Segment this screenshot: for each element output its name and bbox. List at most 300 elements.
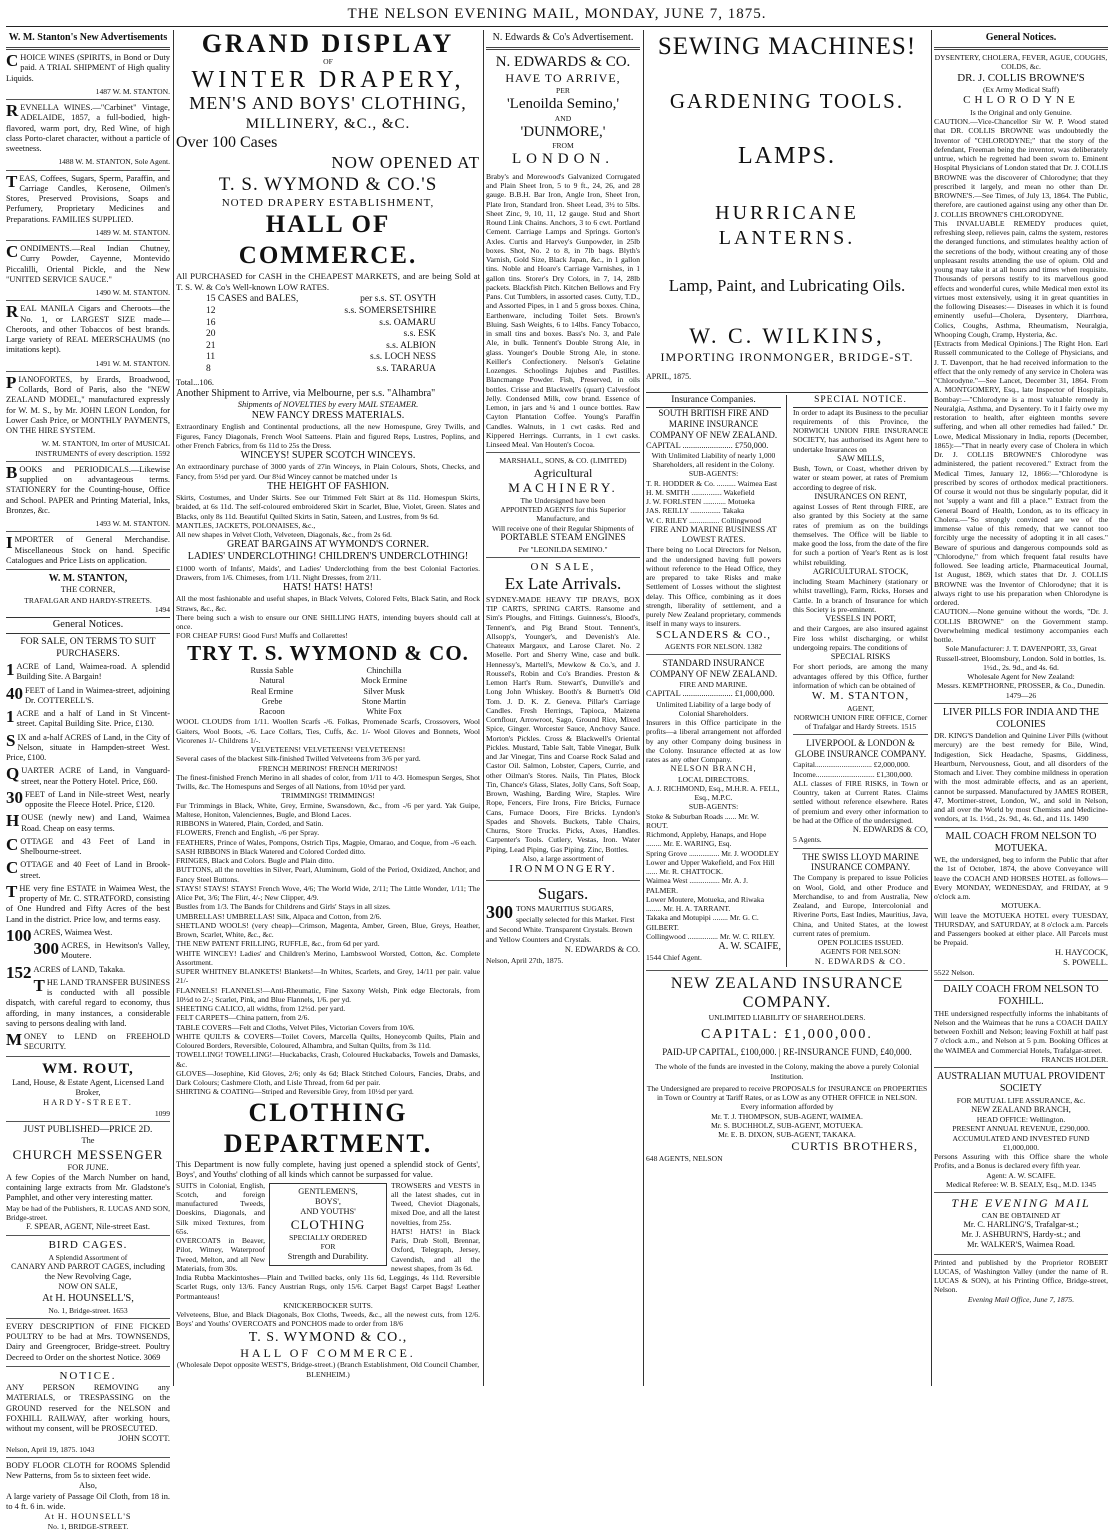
column-header: N. Edwards & Co's Advertisement.: [492, 32, 634, 43]
local-directors: LOCAL DIRECTORS.: [678, 774, 749, 784]
body-heading: HATS! HATS! HATS!: [282, 582, 373, 594]
fur-item: Chinchilla: [366, 666, 402, 676]
goods-list-2: SYDNEY-MADE HEAVY TIP DRAYS, BOX TIP CARTS, SPRING CARTS. Ransome and Sim's Ploughs, and Fittings. Guinness's, Blood's, Tennent's, and Pig Brand Stout. Tennent's, Allsopp's, Younger's, and Devenish's Ale. Chateaux Margaux, and Larose Claret. No. 2 Moselle. Port and Sherry Wine, case and bulk. Hennessy's, Martell's, Mewkow & Co.'s, and J. Roussel's, Robin and Co's Brandies. Preston & Lemon Hart's Rum. Stewart's, Dunville's and Long John Whiskey. Booth's & Burnett's Old Tom. J. D. K. Z. Geneva. Pillar's Carriage Candles. Fresh Herrings, Tapioca, Maizena Cornflour, Arrowroot, Sago, Ground Rice, Mixed Spice, Ginger. Worcester Sauce, Anchovy Sauce. Morton's Pickles. Cross & Blackwell's Oriental Pickles. Mustard, Table Salt, Table Vinegar, Bulk and Jar Vinegar, Tins and Coarse Rock Salad and Castor Oil. Salmon, Lobster, Capers, Currie, and other Oilman's Stores. Nails, Tin Plates, Block Tin, Chance's Glass, Slates, Jolly Cans, Soft Soap, Brown, Washing, Barding Wire, Staples. Wire Rope, Fencers, Fire Irons, Fire Bricks, Furnace Cans, Furnace Doors, Fire Bricks. Lyndon's Spades and Shovels. Buckets, Table Chairs, Churns, Store Trucks. Picks, Axes, Handles. Carpenter's Tools. Cutlery, Vestas, Iron. Water Piping, Lead Piping, Gas Piping. Zinc, Bottles.: [486, 594, 640, 854]
insurance-right: [793, 395, 928, 967]
column-5: [934, 30, 1108, 1386]
daily-coach-title: DAILY COACH FROM NELSON TO FOXHILL.: [943, 984, 1099, 1008]
another-shipment: Another Shipment to Arrive, via Melbourne, per s.s. "Alhambra": [176, 387, 436, 399]
land-item: [6, 709, 170, 730]
agent-row: Lower and Upper Wakefield, and Fox Hill ...... Mr. R. CHATTOCK.: [646, 857, 775, 877]
body-text: FLOWERS, French and English, -/6 per Spray.: [176, 828, 320, 838]
body-text: WHITE WINCEY! Ladies' and Children's Merino, Lambswool Worsted, Cotton, &c. Complete Assortment.: [176, 948, 480, 967]
land-number: T: [6, 881, 18, 901]
liverpool-income: Income............................... £1,300,000.: [793, 769, 913, 779]
motueka: MOTUEKA.: [1001, 901, 1041, 911]
agent-row: J. W. FORLSTEN ............ Motueka: [646, 497, 755, 507]
per: PER: [556, 86, 570, 96]
shipment-row: [206, 294, 436, 306]
body-text: An extraordinary purchase of 3000 yards of 27in Winceys, in Plain Colours, Shots, Checks, and Fancy, from 5½d per yard. Our 8¼d Wincey cannot be matched under 1s: [176, 462, 480, 481]
over-100-cases: Over 100 Cases: [176, 134, 278, 152]
nzi-capital: CAPITAL: £1,000,000.: [701, 1027, 873, 1043]
hats-text: HATS! HATS! in Black Paris, Drab Stoll, Brennar, Oxford, Telegraph, Jersey, Cavendish, and all the newest shapes, from 3s 6d.: [391, 1226, 480, 1273]
shipment-count: 21: [206, 340, 216, 351]
agent-row: W. C. RILEY ................ Collingwood: [646, 515, 762, 525]
body-text: FRINGES, Black and Colors. Bugle and Plain ditto.: [176, 856, 335, 866]
body-text: FEATHERS, Prince of Wales, Pompons, Ostrich Tips, Magpie, Omarao, and Coque, from -/6 each.: [176, 837, 477, 847]
lamps: LAMPS.: [737, 143, 837, 170]
body-text: RIBBONS in Watered, Plain, Corded, and Satin.: [176, 819, 324, 829]
directors: A. J. RICHMOND, Esq., M.H.R. A. FELL, Esq., M.P.C.: [647, 783, 780, 803]
body-text: TOWELLING! TOWELLING!—Huckabacks, Crash, Coloured Huckabacks, Towels and Damasks, &c.: [176, 1050, 480, 1069]
shipment-row: [206, 318, 436, 330]
land-number: C: [6, 858, 19, 878]
poultry-ad: EVERY DESCRIPTION of FINE FICKED POULTRY to be had at Mrs. TOWNSENDS, Dairy and Greengrocer, Bridge-street. Poultry Decreed to Order on the shortest Notice. 3069: [6, 1321, 170, 1362]
land-text: FEET of Land in Nile-street West, nearly opposite the Fleece Hotel. Price, £120.: [25, 789, 170, 810]
land-text: IX and a-half ACRES of Land, in the City of Nelson, situate in Hampden-street West. Price, £100.: [6, 732, 170, 763]
body-heading: THE HEIGHT OF FASHION.: [267, 480, 389, 492]
ad-sign: 1491 W. M. STANTON.: [95, 358, 170, 368]
body-text: GLOVES—Josephine, Kid Gloves, 2/6; only 4s 6d; Black Stitched Colours, Fancies, Drabs, and Dark Colours; Cashmere Cloth, and Lisle Thread, from 6d per pair.: [176, 1068, 480, 1088]
land-item: [6, 787, 170, 811]
body-heading: NEW FANCY DRESS MATERIALS.: [251, 410, 405, 422]
divider: [6, 569, 170, 570]
footer-hall: HALL OF COMMERCE.: [240, 1345, 416, 1360]
church-foot: May be had of the Publishers, R. LUCAS AND SON, Bridge-street.: [6, 1203, 170, 1222]
mail-coach-text-2: Will leave the MOTUEKA HOTEL every TUESDAY, THURSDAY, and SATURDAY, at 8 o'clock a.m. Parcels and Passengers booked at either place. All Parcels must be Prepaid.: [934, 910, 1108, 948]
fur-item: Russia Sable: [250, 666, 294, 676]
shipment-ship: s.s. ALBION: [386, 340, 436, 351]
amp-accumulated: ACCUMULATED AND INVESTED FUND £1,000,000.: [952, 1133, 1090, 1152]
oil-cloth-text: A large variety of Passage Oil Cloth, from 18 in. to 4 ft. 6 in. wide.: [6, 1491, 170, 1511]
haycock: H. HAYCOCK,: [1055, 947, 1108, 957]
bird-text: CANARY AND PARROT CAGES, including the New Revolving Cage,: [11, 1261, 165, 1282]
goods-list: Braby's and Morewood's Galvanized Corrugated and Plain Sheet Iron, 5 to 9 ft., 24, 26, and 28 gauge. B.B.H. Bar Iron, Angle Iron, Sheet Iron, Plate Iron, Standard Iron. Sheet Lead, 3½ to 5lbs. Sheet Zinc, 9, 10, 11, 12 gauge. Stud and Short Round Link Chains. Anchors, 3 to 6 cwt. Portland Cement. Carriage Lamps and Springs. Gorton's Axles. Curtis and Harvey's Gunpowder, in 25lb boxes. Shot, No. 2 to 8, in 7lb bags. Blyth's Varnish, Gold Size, Black Japan, &c., in 1 gallon tins. Noble and Hoare's Carriage Varnishes, in 1 gallon tins. Storer's Dry Colors, in 7, 14, 28lb packets. Blackfish Pitch. Kitchen Bellows and Fry Pans. Cut Tumblers, in assorted cases. Cutty, T.D., and Assorted Pipes, in 1 and 5 gross boxes. China, Earthenware, including Toilet Sets. Brown's Bluing. Sash Weights, 6 to 14lbs. Fancy Tobacco, in small tins and boxes. Bass's No. 3, and Pale Ale, in bulk. Tennent's Double Strong Ale, in glass. Younger's Double Strong Ale, in stone. Keiller's Confectionery. Nelson's Gelatine Lozenges. Schoolings Jujubes and Pastilles. Blancmange Powder. Fish, Preserved, in oils bottles. Crisse and Blackwell's (quart) Calvesfoot Jelly. Condensed Milk, cow brand. Essence of Lemon, in jars and ¼ and 1 ounce bottles. Raw Cayton Plantation Coffee. Young's Paraffin Candles. Walnuts, in 1 cwt casks. Red and Kippered Herrings. Currants, in 1 cwt casks. Linseed Meal. Van Houten's Cocoa.: [486, 171, 640, 449]
special-notice: SPECIAL NOTICE.: [793, 395, 928, 408]
stanton-ad: [6, 535, 170, 566]
column-header: General Notices.: [985, 32, 1057, 43]
bird-text: NOW ON SALE,: [58, 1282, 118, 1292]
notice-date: Nelson, April 19, 1875. 1043: [6, 1444, 95, 1454]
seller-row: Mr. WALKER'S, Waimea Road.: [967, 1240, 1075, 1250]
try-wymond: TRY T. S. WYMOND & CO.: [187, 640, 469, 665]
ad-text: OOKS and PERIODICALS.—Likewise supplied on advantageous terms. STATIONERY for the Counting-house, Office and School. PAPER and Printing Material, Inks, Bronzes, &c.: [6, 464, 170, 515]
amp-revenue: PRESENT ANNUAL REVENUE, £290,000.: [952, 1124, 1090, 1134]
body-text: Extraordinary English and Continental productions, all the new Homespune, Grey Twills, and Figures, Fancy Diagonals, French Wool Satteens. Plain and figured Reps, Lustres, Poplins, and other French Fabrics, from 6s 11d to 25s the Dress.: [176, 422, 480, 450]
box-line: FOR: [320, 1242, 336, 1252]
body-text: SUPER WHITNEY BLANKETS! Blankets!—In Whites, Scarlets, and Grey, 14/11 per pair. value 21/-: [176, 967, 480, 986]
masthead: THE NELSON EVENING MAIL, MONDAY, JUNE 7, 1875.: [6, 6, 1108, 27]
sub-agents-heading: SUB-AGENTS:: [688, 802, 739, 812]
amp-title: AUSTRALIAN MUTUAL PROVIDENT SOCIETY: [937, 1071, 1105, 1095]
footer-address: (Wholesale Depot opposite WEST'S, Bridge-street.) (Branch Establishment, Old Council Chamber, BLENHEIM.): [176, 1360, 480, 1379]
curtis-sub: 648 AGENTS, NELSON: [646, 1153, 723, 1163]
mail-foot: 5522 Nelson.: [934, 968, 975, 977]
liverpool-sub: 5 Agents.: [793, 835, 822, 845]
footer-wymond: T. S. WYMOND & CO.,: [248, 1329, 408, 1345]
edwards-sign: N. EDWARDS & CO.: [564, 945, 640, 955]
spear-agent: F. SPEAR, AGENT, Nile-street East.: [26, 1222, 150, 1232]
land-text: FEET of Land in Waimea-street, adjoining Dr. COTTERELL'S.: [25, 685, 170, 705]
sclanders: SCLANDERS & CO.,: [655, 628, 772, 641]
marshall: MARSHALL, SONS, & CO. (LIMITED): [499, 456, 627, 466]
shipment-count: 15 CASES and BALES,: [206, 294, 299, 305]
stanton-ad: [6, 462, 170, 516]
land-text: ACRE and a half of Land in St Vincent-street. Capital Building Site. Price, £130.: [16, 709, 170, 729]
bird-cages-title: BIRD CAGES.: [48, 1239, 128, 1252]
agri-heading: AGRICULTURAL STOCK,: [812, 566, 909, 576]
on-sale: ON SALE,: [530, 560, 596, 573]
notice-text: ANY PERSON REMOVING any MATERIALS, or TRESPASSING on the GROUND reserved for the NELSON and FOXHILL RAILWAY, after working hours, without my consent, will be PROSECUTED.: [6, 1383, 170, 1434]
body-heading: FRENCH MERINOS! FRENCH MERINOS!: [258, 763, 398, 773]
agricultural: Agricultural: [533, 465, 593, 480]
special-text: In order to adapt its Business to the peculiar requirements of this Province, the NORWICH UNION FIRE INSURANCE SOCIETY, has authorised its Agent here to undertake Insurances on: [793, 407, 928, 454]
vessels-heading: VESSELS IN PORT,: [825, 614, 896, 624]
land-item: [6, 962, 170, 982]
church-text: A few Copies of the March Number on hand, containing large extracts from Mr. Gladstone's Pamphlet, and other very interesting matter.: [6, 1172, 170, 1203]
land-item: [6, 860, 170, 881]
shipment-ship: s.s. ESK: [403, 329, 436, 340]
special-risks: SPECIAL RISKS: [830, 652, 891, 662]
land-item: [6, 925, 170, 945]
notice-sign: JOHN SCOTT.: [118, 1434, 170, 1444]
ad-text: EAL MANILA Cigars and Cheroots—the No. 1, or LARGEST SIZE made—Cheroots, and other Tobaccos of best brands. Large variety of REAL MEERSCHAUMS (no imitations kept).: [6, 304, 170, 355]
body-text: SHEETING CALICO, all widths, from 12½d. per yard.: [176, 1004, 346, 1014]
body-text: SHETLAND WOOLS! (very cheap)—Crimson, Magenta, Amber, Green, Blue, Greys, Heather, Brown, Scarlet, White, &c., &c.: [176, 920, 480, 940]
shipment-count: 8: [206, 363, 211, 374]
land-number: M: [6, 1030, 23, 1050]
ad-number: 1494: [154, 604, 170, 614]
body-text: FELT CARPETS—China pattern, from 2/6.: [176, 1013, 310, 1023]
column-3-edwards: [486, 30, 640, 1386]
bird-text: No. 1, Bridge-street. 1653: [48, 1305, 128, 1315]
land-text: ACRES of LAND, Takaka.: [33, 964, 126, 974]
sub-agents-heading: SUB-AGENTS:: [688, 469, 739, 479]
liverpool-title: LIVERPOOL & LONDON & GLOBE INSURANCE COMPANY.: [794, 738, 927, 760]
body-text: Bustles from 1/3. The Bands for Childrens and Girls' Stays in all sizes.: [176, 902, 391, 912]
standard-text: Insurers in this Office participate in the profits—a liberal arrangement not afforded by any other Company doing business in the Colony. Insurance effected at as low rates as any other Company.: [646, 718, 781, 765]
land-item: [6, 1032, 170, 1053]
body-heading: GREAT BARGAINS AT WYMOND'S CORNER.: [226, 539, 430, 551]
land-item: [6, 662, 170, 683]
stanton-ad: [6, 53, 170, 84]
land-text: OTTAGE and 40 Feet of Land in Brook-street.: [20, 860, 170, 880]
land-number: Q: [6, 764, 20, 784]
mail-coach-text: WE, the undersigned, beg to inform the Public that after the 1st of October, 1874, the above Conveyance will leave the COACH AND HORSES HOTEL as follows— Every MONDAY, WEDNESDAY, and FRIDAY, at 9 o'clock a.m.: [934, 855, 1108, 901]
fur-item: Grebe: [261, 696, 283, 706]
shipment-row: [206, 306, 436, 318]
agent-row: Stoke & Suburban Roads ...... Mr. W. ROUT.: [646, 811, 760, 830]
body-heading: WINCEYS! SUPER SCOTCH WINCEYS.: [240, 450, 416, 462]
lamp-oils: Lamp, Paint, and Lubricating Oils.: [668, 276, 906, 296]
box-line: BOYS',: [315, 1196, 341, 1206]
drop-cap: B: [6, 462, 18, 482]
clothing-box: [269, 1183, 387, 1266]
swiss-sign: N. EDWARDS & CO.: [814, 956, 907, 966]
amp-head: HEAD OFFICE: Wellington.: [976, 1115, 1066, 1124]
also: Also,: [79, 1481, 97, 1491]
just-published: JUST PUBLISHED—PRICE 2D.: [23, 1124, 153, 1135]
clothing-grid: [176, 1181, 480, 1274]
nzi-every: Every information afforded by: [740, 1102, 834, 1112]
office-date: Evening Mail Office, June 7, 1875.: [967, 1294, 1075, 1304]
floor-cloth-ad: BODY FLOOR CLOTH for ROOMS Splendid New Patterns, from 5s to sixteen feet wide.: [6, 1460, 170, 1481]
land-number: 100: [6, 925, 32, 945]
daily-coach-text: THE undersigned respectfully informs the inhabitants of Nelson and the Waimeas that he runs a COACH DAILY between Foxhill and Nelson; leaving Foxhill at half past 7 o'clock a.m., and Nelson at 5 p.m. Booking Offices at the WAIMEA and Commercial Hotels, Trafalgar-street.: [934, 1008, 1108, 1055]
land-text: ACRES, Waimea West.: [33, 927, 113, 937]
south-british-title: SOUTH BRITISH FIRE AND MARINE INSURANCE COMPANY OF NEW ZEALAND.: [649, 407, 778, 440]
column-1: [6, 30, 170, 1532]
ex-late-arrivals: Ex Late Arrivals.: [504, 574, 622, 594]
land-number: 30: [6, 787, 23, 807]
nzi-whole: The whole of the funds are invested in the Colony, making the above a purely Colonial Institution.: [655, 1062, 919, 1081]
swiss-title: THE SWISS LLOYD MARINE INSURANCE COMPANY.: [802, 851, 919, 873]
divider: [6, 240, 170, 241]
land-item: [6, 683, 170, 707]
land-text: ONEY to LEND on FREEHOLD SECURITY.: [24, 1032, 170, 1052]
drapery-body: [176, 410, 480, 640]
drop-cap: C: [6, 242, 19, 262]
liverpool-capital: Capital.............................. £2,000,000.: [793, 760, 910, 770]
body-text: WOOL CLOUDS from 1/11. Woollen Scarfs -/6. Folkas, Promenade Scarfs, Crossovers, Wool Gaiters, Wool Boots, -/6. Lace Collars, Ties, Cuffs, &c. 1/- Wool Gloves and Bonnets, Wool Vicorenes 1/- Childrens 1/-.: [176, 717, 480, 745]
importing-ironmonger: IMPORTING IRONMONGER, BRIDGE-ST.: [660, 349, 914, 364]
sewing-machines: SEWING MACHINES!: [657, 33, 917, 60]
agents-for: AGENTS FOR NELSON:: [820, 947, 901, 957]
agent-row: Richmond, Appleby, Hanaps, and Hope ........ Mr. E. WARING, Esq.: [646, 830, 767, 849]
will-receive: Will receive one of their Regular Shipments of: [491, 523, 635, 533]
suits-text: SUITS in Colonial, English, Scotch, and foreign manufactured Tweeds, Doeskins, Diagonals, and Silk mixed Textures, from 65s.: [176, 1180, 265, 1236]
body-text: There being such a wish to ensure our ONE SHILLING HATS, intending buyers should call at once.: [176, 612, 480, 632]
land-number: 152: [6, 962, 32, 982]
ad-text: MPORTER of General Merchandise. Miscellaneous Stock on hand. Specific Catalogues and Price Lists on application.: [6, 535, 170, 565]
appointed-text: The Undersigned have been: [520, 495, 606, 505]
stanton-ad: [6, 372, 170, 437]
ship-2: 'DUNMORE,': [520, 123, 606, 140]
saw-text: Bush, Town, or Coast, whether driven by water or steam power, at rates of Premium according to degree of risk.: [793, 464, 928, 492]
now-opened: NOW OPENED AT: [331, 152, 480, 172]
wymond-name: T. S. WYMOND & CO.'S: [218, 174, 438, 196]
fur-item: Racoon: [259, 707, 285, 717]
south-british-long: There being no Local Directors for Nelson, and the undersigned having full powers without reference to the Head Office, they are prepared to take Risks and make Settlement of Losses without the slightest delay. This Office, combining as it does strength, liberality of settlement, and a purely New Zealand proprietary, commends itself in many ways to insurers.: [646, 545, 781, 629]
body-text: Fur Trimmings in Black, White, Grey, Ermine, Swansdown, &c., from -/6 per yard. Yak Guipe, Maltese, Honiton, Valenciennes, Bugle, and Blond Laces.: [176, 800, 480, 819]
shipment-row: [206, 341, 436, 353]
ad-number: 1099: [154, 1108, 170, 1118]
hurricane-lanterns: HURRICANE LANTERNS.: [715, 202, 859, 249]
land-number: C: [6, 834, 19, 854]
ad-text: EAS, Coffees, Sugars, Sperm, Paraffin, and Carriage Candles, Kerosene, Oilmen's Stores, Preserved Provisions, Soaps and Perfumery, Proprietary Medicines and Preparations. FAMILIES SUPPLIED.: [6, 173, 170, 224]
liver-pills-title: LIVER PILLS FOR INDIA AND THE COLONIES: [942, 706, 1100, 730]
agent-row: Waimea West ................ Mr. A. J. PALMER.: [646, 876, 748, 895]
curtis-brothers: CURTIS BROTHERS,: [791, 1139, 918, 1154]
divider: [6, 371, 170, 372]
standard-title: STANDARD INSURANCE COMPANY OF NEW ZEALAND.: [649, 658, 778, 680]
original-line: Is the Original and only Genuine.: [970, 107, 1072, 117]
liver-pills-text: DR. KING'S Dandelion and Quinine Liver Pills (without mercury) are the best remedy for Bile, Wind, Indigestion, Sick Headache, Spasms, Giddiness, Heartburn, Nervousness, Gout, and all disorders of the Stomach and Liver. They combine mildness in operation with the most admirable effects, and as an aperient, cannot be surpassed. Manufactured by JAMES ROBER, 47, Mortimer-street, London, W., and sold in Nelson, and all over the World by most Chemists and Medicine-vendors, at 1s. 1½d., 2s. 9d., 4s. 6d., and 11s. 1490: [934, 731, 1108, 824]
body-text: FLANNELS! FLANNELS!—Anti-Rheumatic, Fine Saxony Welsh, Pink edge Electorals, from 10½d to 2/-; Scarlet, Pink, and Blue Flannels, 1/6. per yd.: [176, 985, 480, 1004]
sole-manufacturer: Sole Manufacturer: J. T. DAVENPORT, 33, Great Russell-street, Bloomsbury, London. Sold in bottles, 1s. 1½d., 2s. 9d., and 4s. 6d.: [936, 644, 1106, 672]
drop-cap: R: [6, 302, 19, 322]
divider: [6, 99, 170, 100]
evening-mail-list: [934, 1220, 1108, 1251]
drop-cap: I: [6, 533, 13, 553]
drop-cap: C: [6, 51, 19, 71]
drop-cap: P: [6, 372, 17, 392]
ship-1: 'Lenoilda Semino,': [506, 96, 620, 113]
vessels-text: and their Cargoes, are also insured against Fire loss whilst discharging, or whilst undergoing repairs. The conditions of: [793, 624, 928, 652]
fur-item: Natural: [259, 676, 285, 686]
notice-heading: NOTICE.: [59, 1369, 117, 1382]
stanton-name: W. M. STANTON,: [48, 573, 128, 585]
box-line: GENTLEMEN'S,: [298, 1186, 358, 1196]
overcoats-text: OVERCOATS in Beaver, Pilot, Witney, Waterproof Tweed, Melton, and all New Materials, from 30s.: [176, 1236, 265, 1273]
land-listings: [6, 662, 170, 1053]
powell: S. POWELL.: [1063, 957, 1108, 967]
shipment-count: 20: [206, 329, 216, 340]
april-date: APRIL, 1875.: [646, 372, 692, 382]
agent-row: Takaka and Motupipi ........ Mr. G. C. GILBERT.: [646, 913, 759, 932]
land-number: 1: [6, 707, 15, 727]
scaife: A. W. SCAIFE,: [718, 941, 781, 953]
evening-mail-obtained: CAN BE OBTAINED AT: [981, 1210, 1061, 1220]
body-heading: LADIES' UNDERCLOTHING! CHILDREN'S UNDERCLOTHING!: [187, 551, 469, 563]
liverpool-sign: N. EDWARDS & CO,: [852, 825, 928, 835]
agent-row: Mr. T. J. THOMPSON, SUB-AGENT, WAIMEA.: [711, 1111, 863, 1121]
extracts-text: [Extracts from Medical Opinions.] The Right Hon. Earl Russell communicated to the College of Physicians, and J. T. Davenport, that he had received information to the effect that the only remedy of any service in Cholera was "Chlorodyne."—See Lancet, December 31, 1864. From A. MONTGOMERY, Esq., late Inspector of Hospitals, Bombay:—"Chlorodyne is a most valuable remedy in Neuralgia, Asthma, and Dysentery. To it I fairly owe my restoration to health, after eighteen months severe suffering, and when all other remedies had failed." Dr. Lowe, Medical Missionary in India, reports (December, 1865):—"That in nearly every case of Cholera in which Dr. J. COLLIS BROWNE'S Chlorodyne was administered, the patient recovered." Extract from the Medical Times, January 12, 1866:—"Chlorodyne is prescribed by scores of orthodox medical practitioners. Of course it would not thus be singularly popular, did it not 'supply a want and fill a place.'" Extract from the General Board of Health, London, as to its efficacy in Cholera.—"So strongly convinced are we of the immense value of this remedy, that we cannot too forcibly urge the necessity of adopting it in all cases." Beware of spurious and dangerous compounds sold as "Chlorodyne," from which frequent fatal results have followed. See leading article, Pharmaceutical Journal, 1st August, 1869, which states that Dr. J. COLLIS BROWNE was the Inventor of Chlorodyne; that it is always right to use his preparation when Chlorodyne is ordered.: [934, 339, 1108, 607]
amp-text: Persons Assuring with this Office share the whole Profits, and a Bonus is declared every fifth year.: [934, 1152, 1108, 1171]
body-text: UMBRELLAS! UMBRELLAS! Silk, Alpaca and Cotton, from 2/6.: [176, 911, 382, 921]
ad-text: EVNELLA WINES.—"Carbinet" Vintage, ADELAIDE, 1857, a full-bodied, high-flavored, warm port, dry, Red Wine, of high class Porto-claret character, without a particle of sweetness.: [6, 103, 170, 154]
printed-by: Printed and published by the Proprietor ROBERT LUCAS, of Washington Valley (under the name of R. LUCAS & SON), at his Printing Office, Bridge-street, Nelson.: [934, 1257, 1108, 1295]
nzi-title: NEW ZEALAND INSURANCE COMPANY.: [670, 974, 904, 1012]
seller-row: Mr. C. HARLING'S, Trafalgar-st.;: [963, 1219, 1079, 1229]
ad-sign: 1489 W. M. STANTON.: [95, 227, 170, 237]
nelson-branch: NELSON BRANCH,: [670, 764, 757, 774]
mail-coach-title: MAIL COACH FROM NELSON TO MOTUEKA.: [945, 830, 1097, 854]
portable-per: Per "LEONILDA SEMINO.": [518, 544, 608, 554]
body-heading: TRIMMINGS! TRIMMINGS!: [281, 791, 375, 801]
land-number: S: [6, 730, 16, 750]
rout-title: Land, House, & Estate Agent, Licensed Land Broker,: [12, 1077, 164, 1098]
clothing-subtitle: MEN'S AND BOYS' CLOTHING,: [189, 92, 467, 113]
novelties-line: Shipments of NOVELTIES by every MAIL STEAMER.: [237, 399, 419, 409]
edwards-date: Nelson, April 27th, 1875.: [486, 955, 564, 965]
fire-marine: FIRE AND MARINE BUSINESS AT LOWEST RATES.: [650, 524, 777, 545]
ironmongery: IRONMONGERY.: [509, 863, 617, 876]
box-line: AND YOUTHS': [300, 1207, 356, 1217]
body-text: All the most fashionable and useful shapes, in Black Velvets, Colored Felts, Black Satin, and Rock Straws, &c., &c.: [176, 594, 480, 613]
stanton-ads: [6, 53, 170, 570]
land-number: 1: [6, 660, 15, 680]
and: AND: [554, 113, 572, 123]
land-item: [6, 975, 170, 1029]
shipment-count: 12: [206, 306, 216, 317]
shipment-ship: s.s. TARARUA: [376, 363, 436, 374]
special-risks-text: For short periods, are among the many advantages offered by this Office, further information of which can be obtained of: [793, 662, 928, 690]
grand-display-title: GRAND DISPLAY: [201, 29, 455, 58]
column-header: W. M. Stanton's New Advertisements: [8, 32, 168, 43]
rout-name: WM. ROUT,: [42, 1060, 134, 1077]
agent-row: Mr. S. BUCHHOLZ, SUB-AGENT, MOTUEKA.: [711, 1120, 863, 1130]
body-text: All new shapes in Velvet Cloth, Velveteen, Diagonals, &c., from 2s 6d.: [176, 530, 392, 539]
body-text: TABLE COVERS—Felt and Cloths, Velvet Piles, Victorian Covers from 10/6.: [176, 1022, 415, 1032]
hall-of-commerce-title: HALL OF COMMERCE.: [238, 211, 418, 269]
church-the: The: [81, 1136, 95, 1146]
ad-text: IANOFORTES, by Erards, Broadwood, Collards, Bord of Paris, also the "NEW ZEALAND MODEL," manufactured expressly for W. M. S., by Mr. JOHN LEON London, for Lower Cash Price, or MONTHLY PAYMENTS, ON THE HIRE SYSTEM.: [6, 374, 170, 436]
divider: [6, 461, 170, 462]
shipment-row: [206, 329, 436, 341]
caution-2: CAUTION.—None genuine without the words, "Dr. J. COLLIS BROWNE" on the Government stamp. Overwhelming medical testimony accompanies each bottle.: [934, 607, 1108, 644]
agent-row: Collingwood ................ Mr. W. C. RILEY.: [646, 931, 775, 941]
land-item: [6, 834, 170, 858]
seller-row: Mr. J. ASHBURN'S, Hardy-st.; and: [961, 1230, 1081, 1240]
fur-item: Mock Ermine: [360, 676, 408, 686]
velveteens-text: Velveteens, Blue, and Black Diagonals, Box Cloths, Tweeds, &c., all the newest cuts, from 12/6. Boys' and Youths' OVERCOATS and PONCHOS made to order from 18/6: [176, 1310, 480, 1329]
noted-establishment: NOTED DRAPERY ESTABLISHMENT,: [221, 196, 435, 209]
norwich-office: NORWICH UNION FIRE OFFICE, Corner of Trafalgar and Hardy Streets. 1515: [793, 712, 928, 732]
shipment-ship: s.s. LOCH NESS: [370, 352, 436, 363]
land-item: [6, 766, 170, 787]
land-text: UARTER ACRE of Land, in Vanguard-street, near the Pottery Hotel. Price, £60.: [21, 766, 170, 786]
land-number: H: [6, 811, 20, 831]
knicker-text: KNICKERBOCKER SUITS.: [283, 1300, 373, 1310]
india-rubber-text: India Rubba Mackintoshes—Plain and Twilled backs, only 11s 6d, Leggings, 4s 11d. Reversible Scarlet Rugs, only 13/6. Fancy Austrian Rugs, only 15/6. Carpet Bags! Carpet Bags! Leather Portmanteaus!: [176, 1273, 480, 1301]
rout-street: HARDY-STREET.: [43, 1098, 133, 1108]
stanton-address: THE CORNER,: [60, 585, 116, 595]
dysentery-line: DYSENTERY, CHOLERA, FEVER, AGUE, COUGHS, COLDS, &c.: [934, 53, 1108, 72]
body-text: WHITE QUILTS & COVERS—Toilet Covers, Marcella Quilts, Honeycomb Quilts, Plain and Coloured Borders, Reversible, Coloured, Alhambra, and Sultan Quilts, from 3s 11d.: [176, 1031, 480, 1051]
of-text: OF: [323, 57, 333, 67]
box-line: SPECIALLY ORDERED: [289, 1233, 367, 1243]
nzi-paid-up: PAID-UP CAPITAL, £100,000. | RE-INSURANCE FUND, £40,000.: [662, 1047, 912, 1058]
body-text: SHIRTING & COATING—Striped and Reversible Grey, from 10½d per yard.: [176, 1087, 414, 1097]
holder: FRANCIS HOLDER.: [1041, 1054, 1108, 1064]
land-number: 40: [6, 683, 23, 703]
shipment-ship: per s.s. ST. OSYTH: [360, 294, 436, 305]
nzi-unlimited: UNLIMITED LIABILITY OF SHAREHOLDERS.: [708, 1012, 866, 1022]
machinery: MACHINERY.: [508, 480, 618, 496]
ad-sign: 1490 W. M. STANTON.: [95, 288, 170, 298]
south-british-text: With Unlimited Liability of nearly 1,000 Shareholders, all resident in the Colony.: [651, 450, 776, 470]
stanton-ad: [6, 171, 170, 225]
gardening-tools: GARDENING TOOLS.: [669, 88, 905, 113]
wilkins-name: W. C. WILKINS,: [689, 322, 885, 348]
standard-unlimited: Unlimited Liability of a large body of Colonial Shareholders.: [656, 699, 771, 718]
box-line: Strength and Durability.: [287, 1251, 369, 1261]
agent-row: H. M. SMITH ................ Wakefield: [646, 487, 755, 497]
also: Also, a large assortment of: [522, 853, 604, 863]
drop-cap: T: [6, 171, 18, 191]
ad-sign: 1487 W. M. STANTON.: [95, 86, 170, 96]
south-british-capital: CAPITAL ........................ £750,000.: [646, 440, 769, 450]
body-heading: VELVETEENS! VELVETEENS! VELVETEENS!: [250, 745, 406, 755]
scaife-sub: 1544 Chief Agent.: [646, 953, 702, 963]
shipment-row: [206, 352, 436, 364]
land-text: ACRE of Land, Waimea-road. A splendid Building Site. A Bargain!: [16, 662, 170, 682]
shipment-ship: s.s. SOMERSETSHIRE: [344, 306, 436, 317]
column-4: [646, 30, 928, 1386]
body-text: MANTLES, JACKETS, POLONAISES, &c.,: [176, 520, 316, 530]
body-text: Skirts, Costumes, and Under Skirts. See our Trimmed Felt Skirt at 8s 11d. Homespun Skirts, braided, at 6s 11d. The self-coloured embroidered Skirt in Scarlet, Blue, Violet, Green. Slates and Blacks, only 8s 11d. Beautiful Quilted Skirts in Satin, Sateen, and Lustres, from 9s 6d.: [176, 493, 480, 521]
edwards-name: N. EDWARDS & CO.: [495, 54, 631, 71]
drop-cap: R: [6, 101, 19, 121]
ad-sign: 1488 W. M. STANTON, Sole Agent.: [58, 157, 170, 167]
fur-item: Stone Martin: [362, 696, 406, 706]
fur-item: Silver Musk: [363, 686, 405, 696]
divider: [6, 300, 170, 301]
stanton-agent: W. M. STANTON,: [811, 690, 910, 703]
church-month: FOR JUNE.: [67, 1162, 109, 1172]
ad-sign: W. M. STANTON, Im orter of MUSICAL INSTRUMENTS of every description. 1592: [35, 439, 170, 458]
shipment-count: 11: [206, 352, 216, 363]
